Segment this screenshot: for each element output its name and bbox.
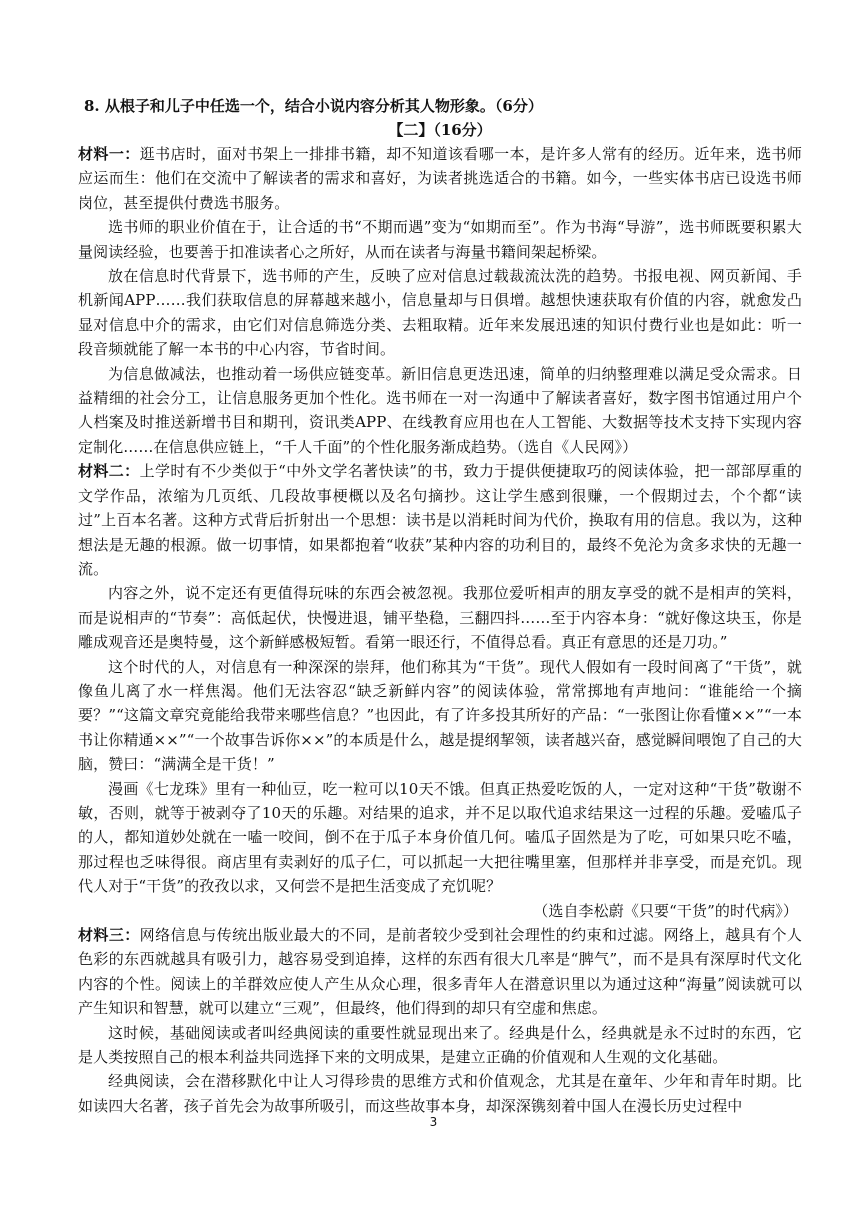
material-2-paragraph-3: 这个时代的人，对信息有一种深深的崇拜，他们称其为“干货”。现代人假如有一段时间离了“干货”，就像鱼儿离了水一样焦渴。他们无法容忍“缺乏新鲜内容”的阅读体验，常常掷地有声地问：“谁能给一个摘要？”“这篇文章究竟能给我带来哪些信息？”也因此，有了许多投其所好的产品：“一张图让你看懂××”“一本书让你精通××”“一个故事告诉你××”的本质是什么，越是提纲挈领，读者越兴奋，感觉瞬间喂饱了自己的大脑，赞曰：“满满全是干货！” (78, 657, 802, 774)
section-title: 【二】（16分） (388, 121, 492, 139)
material-2-label: 材料二： (78, 462, 140, 481)
material-2-paragraph-2: 内容之外，说不定还有更值得玩味的东西会被忽视。我那位爱听相声的朋友享受的就不是相声的笑料，而是说相声的“节奏”：高低起伏，快慢进退，铺平垫稳，三翻四抖……至于内容本身：“就好像这块玉，你是雕成观音还是奥特曼，这个新鲜感极短暂。看第一眼还行，不值得总看。真正有意思的还是刀功。” (78, 584, 802, 652)
material-2-text-1: 上学时有不少类似于“中外文学名著快读”的书，致力于提供便捷取巧的阅读体验，把一部部厚重的文学作品，浓缩为几页纸、几段故事梗概以及名句摘抄。这让学生感到很赚，一个假期过去，个个都“读过”上百本名著。这种方式背后折射出一个思想：读书是以消耗时间为代价，换取有用的信息。我以为，这种想法是无趣的根源。做一切事情，如果都抱着“收获”某种内容的功利目的，最终不免沦为贪多求快的无趣一流。 (78, 462, 803, 578)
page-number: 3 (429, 1115, 438, 1129)
material-1-label: 材料一： (78, 145, 140, 163)
material-1-paragraph-3: 放在信息时代背景下，选书师的产生，反映了应对信息过载裁流汰洗的趋势。书报电视、网页新闻、手机新闻APP……我们获取信息的屏幕越来越小，信息量却与日俱增。越想快速获取有价值的内容，就愈发凸显对信息中介的需求，由它们对信息筛选分类、去粗取精。近年来发展迅速的知识付费行业也是如此：听一段音频就能了解一本书的中心内容，节省时间。 (78, 267, 802, 359)
material-2-paragraph-4: 漫画《七龙珠》里有一种仙豆，吃一粒可以10天不饿。但真正热爱吃饭的人，一定对这种“干货”敬谢不敏，否则，就等于被剥夺了10天的乐趣。对结果的追求，并不足以取代追求结果这一过程的乐趣。爱嗑瓜子的人，都知道妙处就在一嗑一咬间，倒不在于瓜子本身价值几何。嗑瓜子固然是为了吃，可如果只吃不嗑，那过程也乏味得很。商店里有卖剥好的瓜子仁，可以抓起一大把往嘴里塞，但那样并非享受，而是充饥。现代人对于“干货”的孜孜以求，又何尝不是把生活变成了充饥呢？ (78, 779, 802, 896)
material-3-label: 材料三： (78, 926, 140, 944)
material-2 (78, 459, 802, 923)
material-3-paragraph-1 (78, 923, 802, 1021)
material-1-text-1: 逛书店时，面对书架上一排排书籍，却不知道该看哪一本，是许多人常有的经历。近年来，选书师应运而生：他们在交流中了解读者的需求和喜好，为读者挑选适合的书籍。如今，一些实体书店已设选书师岗位，甚至提供付费选书服务。 (78, 145, 802, 212)
material-2-source: （选自李松蔚《只要“干货”的时代病》） (533, 901, 798, 920)
material-3-paragraph-2: 这时候，基础阅读或者叫经典阅读的重要性就显现出来了。经典是什么，经典就是永不过时的东西，它是人类按照自己的根本利益共同选择下来的文明成果，是建立正确的价值观和人生观的文化基础。 (78, 1023, 802, 1067)
exam-page (78, 94, 802, 1118)
material-3-text-1: 网络信息与传统出版业最大的不同，是前者较少受到社会理性的约束和过滤。网络上，越具有个人色彩的东西就越具有吸引力，越容易受到追捧，这样的东西有很大几率是“脾气”，而不是具有深厚时代文化内容的个性。阅读上的羊群效应使人产生从众心理，很多青年人在潜意识里以为通过这种“海量”阅读就可以产生知识和智慧，就可以建立“三观”，但最终，他们得到的却只有空虚和焦虑。 (78, 926, 802, 1018)
material-1-paragraph-2: 选书师的职业价值在于，让合适的书“不期而遇”变为“如期而至”。作为书海“导游”，选书师既要积累大量阅读经验，也要善于扣准读者心之所好，从而在读者与海量书籍间架起桥梁。 (78, 218, 802, 261)
material-1 (78, 142, 802, 459)
material-2-paragraph-1 (78, 459, 802, 581)
question-8: 8. 从根子和儿子中任选一个，结合小说内容分析其人物形象。（6分） (84, 97, 543, 115)
material-3-paragraph-3: 经典阅读，会在潜移默化中让人习得珍贵的思维方式和价值观念，尤其是在童年、少年和青年时期。比如读四大名著，孩子首先会为故事所吸引，而这些故事本身，却深深镌刻着中国人在漫长历史过程中 (78, 1072, 802, 1115)
material-1-paragraph-4: 为信息做减法，也推动着一场供应链变革。新旧信息更迭迅速，简单的归纳整理难以满足受众需求。日益精细的社会分工，让信息服务更加个性化。选书师在一对一沟通中了解读者喜好，数字图书馆通过用户个人档案及时推送新增书目和期刊，资讯类APP、在线教育应用也在人工智能、大数据等技术支持下实现内容定制化……在信息供应链上，“千人千面”的个性化服务渐成趋势。（选自《人民网》） (78, 364, 802, 456)
material-3 (78, 923, 802, 1118)
material-1-paragraph-1 (78, 142, 802, 215)
